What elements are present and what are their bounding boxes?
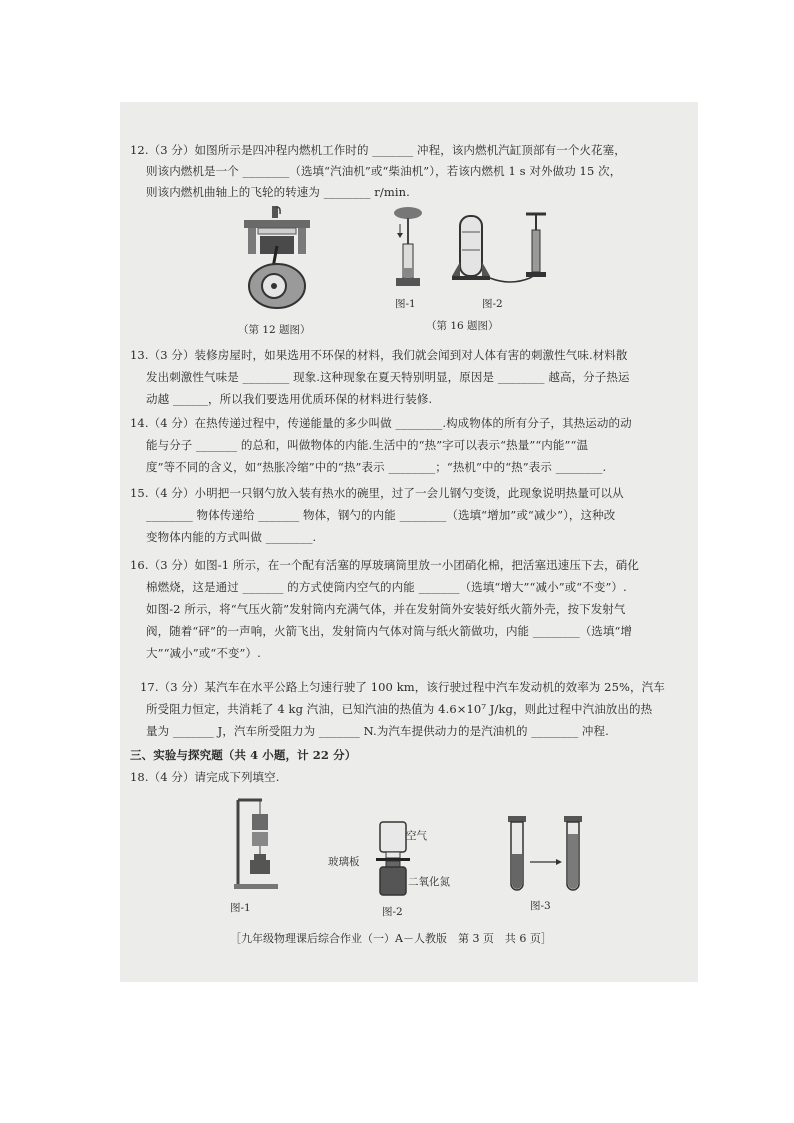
q12-line3: 则该内燃机曲轴上的飞轮的转速为 ________ r/min.: [146, 185, 410, 199]
q14-line2: 能与分子 _______ 的总和，叫做物体的内能.生活中的“热”字可以表示“热量”“内能”“温: [146, 438, 589, 452]
q13-line2: 发出刺激性气味是 ________ 现象.这种现象在夏天特别明显，原因是 ________ 越高，分子热运: [146, 370, 630, 384]
q14-line1: 14.（4 分）在热传递过程中，传递能量的多少叫做 ________.构成物体的所有分子，其热运动的动: [130, 416, 632, 430]
q12-line1: 12.（3 分）如图所示是四冲程内燃机工作时的 _______ 冲程，该内燃机汽缸顶部有一个火花塞，: [130, 143, 626, 157]
q16-figure-caption: （第 16 题图）: [426, 320, 499, 332]
q18-fig3-caption: 图-3: [530, 900, 551, 912]
q17-line1: 17.（3 分）某汽车在水平公路上匀速行驶了 100 km，该行驶过程中汽车发动机的效率为 25%，汽车: [140, 680, 665, 694]
piston-cylinder-figure: [390, 206, 426, 288]
q16-line1: 16.（3 分）如图-1 所示，在一个配有活塞的厚玻璃筒里放一小团硝化棉，把活塞迅速压下去，硝化: [130, 558, 639, 572]
engine-cylinder-figure: [240, 206, 314, 314]
q17-line2: 所受阻力恒定，共消耗了 4 kg 汽油，已知汽油的热值为 4.6×10⁷ J/kg，则此过程中汽油放出的热: [146, 702, 653, 716]
q16-line3: 如图-2 所示，将“气压火箭”发射筒内充满气体，并在发射筒外安装好纸火箭外壳，按下发射气: [146, 602, 626, 616]
q12-line2: 则该内燃机是一个 ________（选填“汽油机”或“柴油机”），若该内燃机 1 s 对外做功 15 次，: [146, 164, 622, 178]
nitrogen-dioxide-label: 二氧化氮: [408, 876, 450, 888]
q16-fig1-caption: 图-1: [395, 298, 416, 310]
q13-line3: 动越 ______，所以我们要选用优质环保的材料进行装修.: [146, 392, 433, 406]
air-label: 空气: [406, 830, 427, 842]
q15-line3: 变物体内能的方式叫做 ________.: [146, 530, 317, 544]
q14-line3: 度”等不同的含义，如“热胀冷缩”中的“热”表示 ________；“热机”中的“热”表示 ________.: [146, 460, 607, 474]
lead-block-stand-figure: [232, 796, 286, 894]
glass-plate-label: 玻璃板: [328, 856, 360, 868]
q15-line2: ________ 物体传递给 _______ 物体，钢勺的内能 ________（选填“增加”或“减少”），这种改: [146, 508, 616, 522]
pressure-rocket-figure: [446, 206, 566, 294]
q15-line1: 15.（4 分）小明把一只钢勺放入装有热水的碗里，过了一会儿钢勺变烫，此现象说明热量可以从: [130, 486, 624, 500]
page-footer: ［九年级物理课后综合作业（一）A－人教版 第 3 页 共 6 页］: [230, 932, 552, 945]
q16-line2: 棉燃烧，这是通过 _______ 的方式使筒内空气的内能 _______（选填“增大”“减小”或“不变”）.: [146, 580, 627, 594]
q18-fig1-caption: 图-1: [230, 902, 251, 914]
q17-line3: 量为 _______ J，汽车所受阻力为 _______ N.为汽车提供动力的是汽油机的 ________ 冲程.: [146, 724, 609, 738]
q16-fig2-caption: 图-2: [482, 298, 503, 310]
q12-figure-caption: （第 12 题图）: [238, 324, 311, 336]
mixing-tubes-figure: [502, 814, 588, 896]
q13-line1: 13.（3 分）装修房屋时，如果选用不环保的材料，我们就会闻到对人体有害的刺激性气味.材料散: [130, 348, 628, 362]
q16-line5: 大”“减小”或“不变”）.: [146, 646, 261, 660]
q16-line4: 阀，随着“砰”的一声响，火箭飞出，发射筒内气体对筒与纸火箭做功，内能 ________（选填“增: [146, 624, 633, 638]
q18-line1: 18.（4 分）请完成下列填空.: [130, 770, 280, 784]
section-3-heading: 三、实验与探究题（共 4 小题，计 22 分）: [130, 748, 357, 762]
q18-fig2-caption: 图-2: [382, 906, 403, 918]
exam-page: [120, 102, 698, 982]
